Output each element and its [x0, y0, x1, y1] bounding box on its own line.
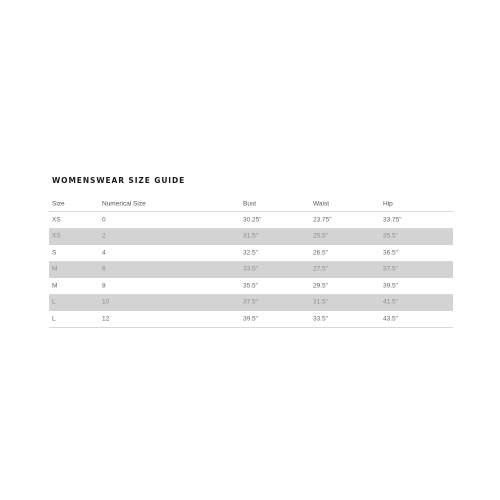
size-cell: M — [52, 282, 58, 290]
numerical-size-cell: 2 — [102, 232, 106, 240]
header-hip: Hip — [383, 200, 393, 207]
bust-cell: 39.5" — [243, 315, 258, 323]
waist-cell: 27.5" — [313, 265, 328, 273]
size-cell: M — [52, 265, 58, 273]
table-header-row — [49, 196, 453, 212]
size-cell: XS — [52, 232, 61, 240]
table-row — [49, 229, 453, 246]
size-cell: S — [52, 249, 57, 257]
waist-cell: 31.5" — [313, 298, 328, 306]
size-cell: XS — [52, 216, 61, 224]
bust-cell: 31.5" — [243, 232, 258, 240]
waist-cell: 26.5" — [313, 249, 328, 257]
waist-cell: 29.5" — [313, 282, 328, 290]
size-guide-title: WOMENSWEAR SIZE GUIDE — [52, 176, 186, 185]
bust-cell: 35.5" — [243, 282, 258, 290]
waist-cell: 25.5" — [313, 232, 328, 240]
bust-cell: 32.5" — [243, 249, 258, 257]
size-cell: L — [52, 315, 56, 323]
table-row — [49, 262, 453, 279]
size-table — [49, 196, 453, 328]
hip-cell: 43.5" — [383, 315, 398, 323]
numerical-size-cell: 8 — [102, 282, 106, 290]
waist-cell: 23.75" — [313, 216, 332, 224]
bust-cell: 37.5" — [243, 298, 258, 306]
hip-cell: 36.5" — [383, 249, 398, 257]
bust-cell: 33.5" — [243, 265, 258, 273]
numerical-size-cell: 12 — [102, 315, 110, 323]
hip-cell: 39.5" — [383, 282, 398, 290]
header-waist: Waist — [313, 200, 330, 207]
hip-cell: 41.5" — [383, 298, 398, 306]
numerical-size-cell: 6 — [102, 265, 106, 273]
table-row — [49, 295, 453, 312]
size-cell: L — [52, 298, 56, 306]
hip-cell: 33.75" — [383, 216, 402, 224]
waist-cell: 33.5" — [313, 315, 328, 323]
bust-cell: 30.25" — [243, 216, 262, 224]
header-numerical-size: Numerical Size — [102, 200, 146, 207]
header-bust: Bust — [243, 200, 257, 207]
hip-cell: 37.5" — [383, 265, 398, 273]
numerical-size-cell: 10 — [102, 298, 110, 306]
numerical-size-cell: 4 — [102, 249, 106, 257]
table-row — [49, 278, 453, 295]
numerical-size-cell: 0 — [102, 216, 106, 224]
header-size: Size — [52, 200, 65, 207]
table-row — [49, 245, 453, 262]
table-row — [49, 311, 453, 328]
table-row — [49, 212, 453, 229]
hip-cell: 35.5" — [383, 232, 398, 240]
